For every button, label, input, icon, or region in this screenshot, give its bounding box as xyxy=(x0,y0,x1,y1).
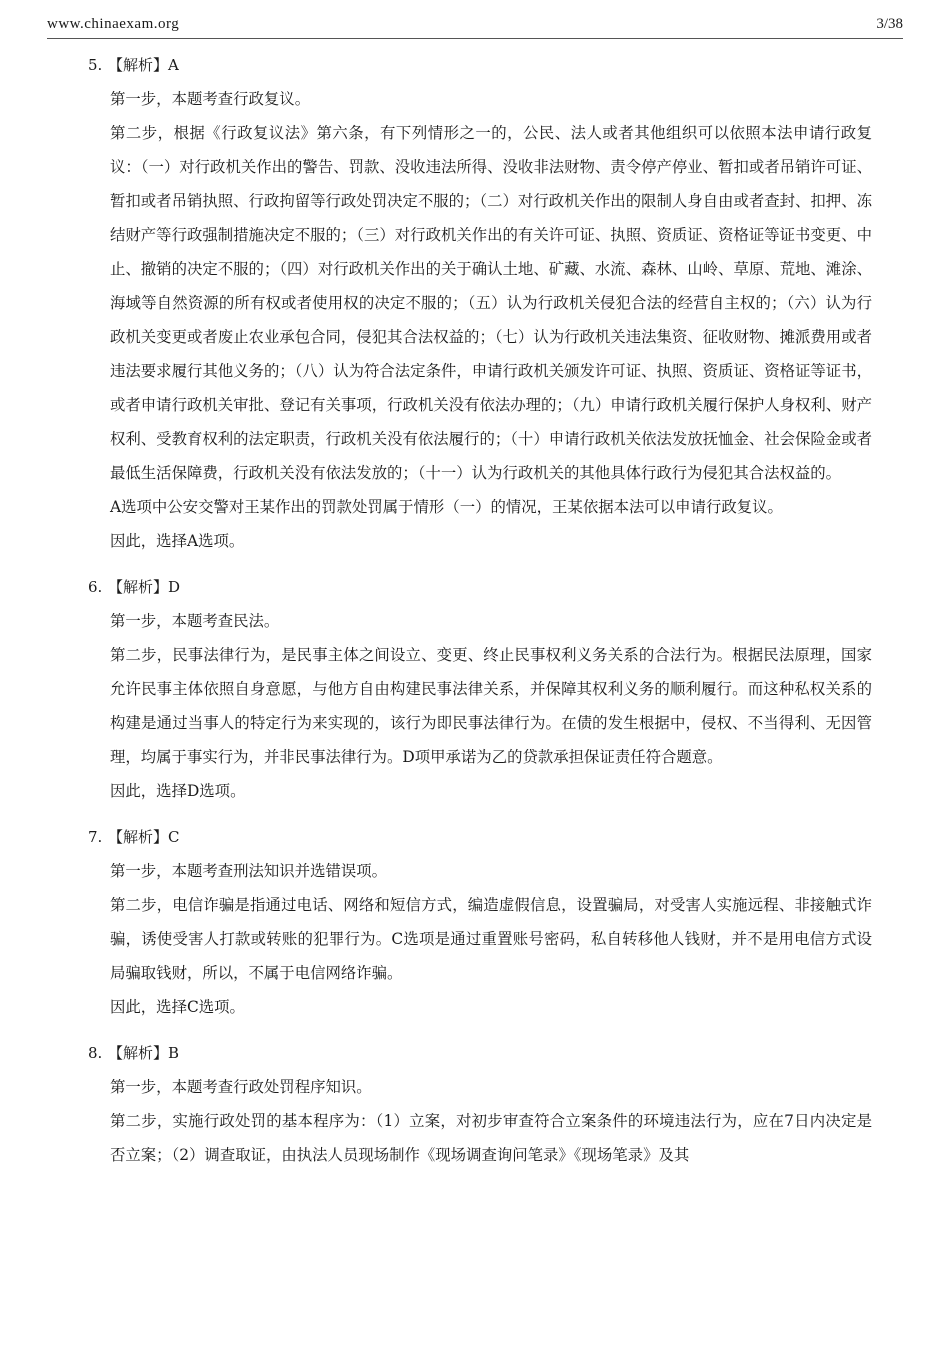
step-one: 第一步，本题考查刑法知识并选错误项。 xyxy=(110,862,388,880)
question-heading xyxy=(88,1036,872,1070)
step-two: 第二步，根据《行政复议法》第六条，有下列情形之一的，公民、法人或者其他组织可以依照本法申请行政复议：（一）对行政机关作出的警告、罚款、没收违法所得、没收非法财物、责令停产停业、暂扣或者吊销许可证、暂扣或者吊销执照、行政拘留等行政处罚决定不服的；（二）对行政机关作出的限制人身自由或者查封、扣押、冻结财产等行政强制措施决定不服的；（三）对行政机关作出的有关许可证、执照、资质证、资格证等证书变更、中止、撤销的决定不服的；（四）对行政机关作出的关于确认土地、矿藏、水流、森林、山岭、草原、荒地、滩涂、海域等自然资源的所有权或者使用权的决定不服的；（五）认为行政机关侵犯合法的经营自主权的；（六）认为行政机关变更或者废止农业承包合同，侵犯其合法权益的；（七）认为行政机关违法集资、征收财物、摊派费用或者违法要求履行其他义务的；（八）认为符合法定条件，申请行政机关颁发许可证、执照、资质证、资格证等证书，或者申请行政机关审批、登记有关事项，行政机关没有依法办理的；（九）申请行政机关履行保护人身权利、财产权利、受教育权利的法定职责，行政机关没有依法履行的；（十）申请行政机关依法发放抚恤金、社会保险金或者最低生活保障费，行政机关没有依法发放的；（十一）认为行政机关的其他具体行政行为侵犯其合法权益的。 xyxy=(110,124,872,482)
question-number: 6. xyxy=(88,578,103,596)
page-header xyxy=(47,14,903,39)
question-8 xyxy=(88,1036,872,1172)
answer-label: 【解析】B xyxy=(108,1044,180,1062)
question-heading xyxy=(88,820,872,854)
conclusion: 因此，选择A选项。 xyxy=(110,532,245,550)
step-one: 第一步，本题考查行政处罚程序知识。 xyxy=(110,1078,372,1096)
step-two: 第二步，民事法律行为，是民事主体之间设立、变更、终止民事权利义务关系的合法行为。根据民法原理，国家允许民事主体依照自身意愿，与他方自由构建民事法律关系，并保障其权利义务的顺利履行。而这种私权关系的构建是通过当事人的特定行为来实现的，该行为即民事法律行为。在债的发生根据中，侵权、不当得利、无因管理，均属于事实行为，并非民事法律行为。D项甲承诺为乙的贷款承担保证责任符合题意。 xyxy=(110,646,872,766)
answer-label: 【解析】C xyxy=(108,828,180,846)
step-one: 第一步，本题考查民法。 xyxy=(110,612,280,630)
question-7 xyxy=(88,820,872,1024)
question-heading xyxy=(88,48,872,82)
option-analysis: A选项中公安交警对王某作出的罚款处罚属于情形（一）的情况，王某依据本法可以申请行政复议。 xyxy=(110,498,783,516)
question-6 xyxy=(88,570,872,808)
conclusion: 因此，选择D选项。 xyxy=(110,782,246,800)
question-number: 7. xyxy=(88,828,103,846)
question-number: 5. xyxy=(88,56,103,74)
answer-explanations xyxy=(88,48,872,1184)
site-url: www.chinaexam.org xyxy=(47,16,180,32)
question-5 xyxy=(88,48,872,558)
step-two: 第二步，电信诈骗是指通过电话、网络和短信方式，编造虚假信息，设置骗局，对受害人实施远程、非接触式诈骗，诱使受害人打款或转账的犯罪行为。C选项是通过重置账号密码，私自转移他人钱财，并不是用电信方式设局骗取钱财，所以，不属于电信网络诈骗。 xyxy=(110,896,872,982)
question-number: 8. xyxy=(88,1044,103,1062)
step-two: 第二步，实施行政处罚的基本程序为：（1）立案，对初步审查符合立案条件的环境违法行为，应在7日内决定是否立案；（2）调查取证，由执法人员现场制作《现场调查询问笔录》《现场笔录》及其 xyxy=(110,1112,872,1164)
answer-label: 【解析】D xyxy=(108,578,181,596)
page-number: 3/38 xyxy=(876,16,903,32)
answer-label: 【解析】A xyxy=(108,56,179,74)
question-heading xyxy=(88,570,872,604)
step-one: 第一步，本题考查行政复议。 xyxy=(110,90,311,108)
conclusion: 因此，选择C选项。 xyxy=(110,998,245,1016)
